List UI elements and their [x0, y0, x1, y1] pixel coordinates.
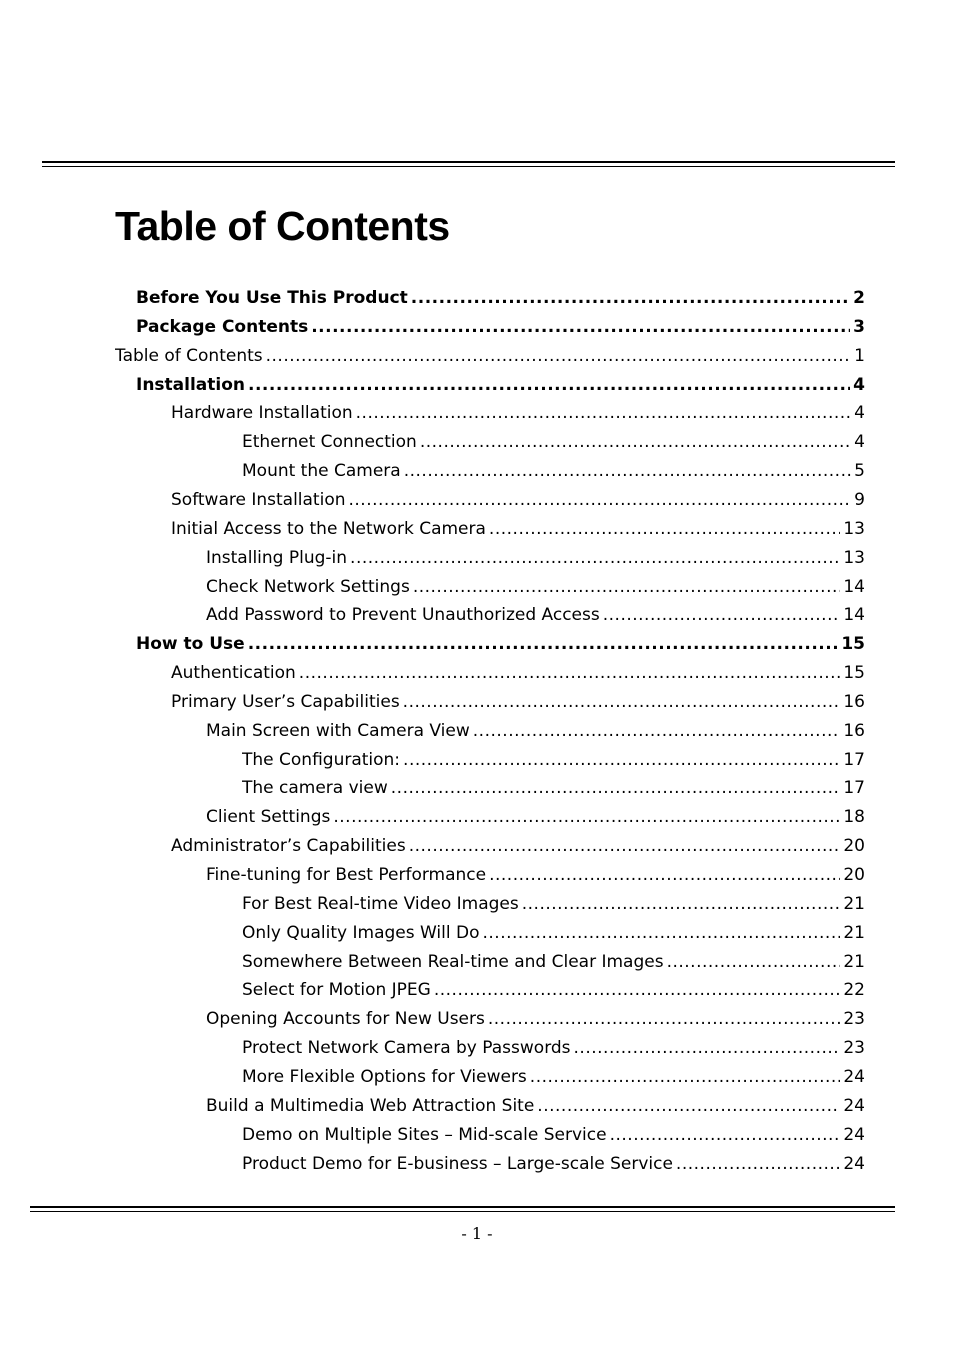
dot-leader — [434, 976, 841, 1005]
toc-entry-label: Hardware Installation — [171, 403, 353, 423]
toc-entry[interactable] — [171, 515, 865, 544]
toc-entry-label: Installation — [136, 375, 246, 395]
toc-entry[interactable] — [242, 976, 865, 1005]
toc-entry[interactable] — [171, 659, 865, 688]
dot-leader — [610, 1121, 841, 1150]
toc-entry[interactable] — [206, 717, 865, 746]
toc-entry-page: 4 — [854, 432, 865, 452]
dot-leader — [391, 774, 841, 803]
toc-entry-page: 5 — [854, 461, 865, 481]
toc-entry-page: 3 — [853, 317, 865, 337]
toc-entry-label: Opening Accounts for New Users — [206, 1009, 485, 1029]
toc-entry[interactable] — [136, 630, 865, 659]
toc-entry[interactable] — [242, 1150, 865, 1179]
dot-leader — [409, 832, 841, 861]
toc-entry[interactable] — [115, 342, 865, 371]
dot-leader — [488, 1005, 840, 1034]
toc-entry-page: 13 — [843, 519, 865, 539]
toc-entry-page: 23 — [843, 1038, 865, 1058]
dot-leader — [350, 544, 840, 573]
toc-entry-label: Product Demo for E-business – Large-scale Service — [242, 1154, 673, 1174]
toc-entry[interactable] — [242, 890, 865, 919]
toc-entry-label: Main Screen with Camera View — [206, 721, 470, 741]
toc-entry-page: 17 — [843, 750, 865, 770]
toc-entry-label: Demo on Multiple Sites – Mid-scale Service — [242, 1125, 607, 1145]
toc-entry-page: 9 — [854, 490, 865, 510]
toc-entry-page: 20 — [843, 836, 865, 856]
page-title: Table of Contents — [115, 203, 450, 249]
toc-entry[interactable] — [206, 544, 865, 573]
toc-entry[interactable] — [242, 948, 865, 977]
toc-entry-page: 22 — [843, 980, 865, 1000]
toc-entry-label: Build a Multimedia Web Attraction Site — [206, 1096, 535, 1116]
toc-entry-label: Before You Use This Product — [136, 288, 408, 308]
toc-entry[interactable] — [206, 803, 865, 832]
dot-leader — [676, 1150, 840, 1179]
toc-entry-page: 1 — [854, 346, 865, 366]
toc-entry-page: 20 — [843, 865, 865, 885]
dot-leader — [574, 1034, 841, 1063]
top-rule — [42, 161, 895, 167]
toc-entry[interactable] — [206, 601, 865, 630]
dot-leader — [522, 890, 841, 919]
toc-entry[interactable] — [242, 1063, 865, 1092]
toc-entry-label: The Configuration: — [242, 750, 401, 770]
toc-entry-page: 4 — [854, 403, 865, 423]
toc-entry-page: 14 — [843, 605, 865, 625]
dot-leader — [530, 1063, 841, 1092]
toc-entry[interactable] — [171, 832, 865, 861]
toc-entry[interactable] — [136, 371, 865, 400]
toc-entry-page: 13 — [843, 548, 865, 568]
toc-entry-page: 21 — [843, 952, 865, 972]
toc-entry[interactable] — [242, 428, 865, 457]
dot-leader — [403, 688, 841, 717]
dot-leader — [266, 342, 852, 371]
toc-entry-page: 24 — [843, 1067, 865, 1087]
dot-leader — [420, 428, 851, 457]
toc-entry-label: Client Settings — [206, 807, 331, 827]
dot-leader — [356, 399, 852, 428]
toc-entry-label: How to Use — [136, 634, 245, 654]
toc-entry-page: 21 — [843, 923, 865, 943]
toc-entry-page: 16 — [843, 692, 865, 712]
toc-entry-page: 15 — [843, 663, 865, 683]
dot-leader — [404, 457, 851, 486]
toc-entry[interactable] — [171, 486, 865, 515]
toc-entry-label: Installing Plug-in — [206, 548, 348, 568]
bottom-rule — [30, 1206, 895, 1212]
toc-entry-label: Protect Network Camera by Passwords — [242, 1038, 571, 1058]
toc-entry-page: 23 — [843, 1009, 865, 1029]
toc-entry[interactable] — [206, 1092, 865, 1121]
toc-entry-page: 2 — [853, 288, 865, 308]
toc-entry-label: Somewhere Between Real-time and Clear Images — [242, 952, 664, 972]
toc-entry-page: 24 — [843, 1154, 865, 1174]
dot-leader — [489, 861, 840, 890]
toc-entry[interactable] — [242, 1121, 865, 1150]
toc-entry-label: Mount the Camera — [242, 461, 401, 481]
toc-entry-label: The camera view — [242, 778, 388, 798]
dot-leader — [489, 515, 840, 544]
toc-entry-page: 17 — [843, 778, 865, 798]
toc-entry[interactable] — [171, 399, 865, 428]
toc-entry-label: Package Contents — [136, 317, 309, 337]
toc-entry-label: Add Password to Prevent Unauthorized Access — [206, 605, 600, 625]
toc-entry[interactable] — [206, 861, 865, 890]
toc-entry[interactable] — [242, 774, 865, 803]
toc-entry[interactable] — [136, 313, 865, 342]
dot-leader — [248, 371, 850, 400]
dot-leader — [483, 919, 841, 948]
toc-entry-page: 16 — [843, 721, 865, 741]
toc-entry-label: Authentication — [171, 663, 296, 683]
dot-leader — [473, 717, 841, 746]
toc-entry-label: Primary User’s Capabilities — [171, 692, 400, 712]
toc-entry[interactable] — [242, 919, 865, 948]
toc-entry-label: Table of Contents — [115, 346, 263, 366]
dot-leader — [333, 803, 840, 832]
dot-leader — [667, 948, 841, 977]
toc-entry[interactable] — [242, 746, 865, 775]
toc-entry[interactable] — [242, 1034, 865, 1063]
dot-leader — [537, 1092, 840, 1121]
toc-entry-page: 4 — [853, 375, 865, 395]
dot-leader — [411, 284, 850, 313]
toc-entry-page: 21 — [843, 894, 865, 914]
toc-entry-page: 15 — [841, 634, 865, 654]
toc-entry[interactable] — [242, 457, 865, 486]
toc-entry-label: For Best Real-time Video Images — [242, 894, 519, 914]
toc-entry[interactable] — [206, 573, 865, 602]
toc-entry-label: Select for Motion JPEG — [242, 980, 431, 1000]
dot-leader — [603, 601, 841, 630]
toc-entry-label: Software Installation — [171, 490, 346, 510]
toc-entry[interactable] — [171, 688, 865, 717]
toc-entry-label: Fine-tuning for Best Performance — [206, 865, 487, 885]
toc-entry-page: 18 — [843, 807, 865, 827]
dot-leader — [311, 313, 850, 342]
toc-entry-page: 24 — [843, 1096, 865, 1116]
dot-leader — [403, 746, 840, 775]
toc-entry-label: Only Quality Images Will Do — [242, 923, 480, 943]
toc-entry-label: Administrator’s Capabilities — [171, 836, 406, 856]
dot-leader — [248, 630, 839, 659]
toc-entry[interactable] — [136, 284, 865, 313]
toc-entry-label: Check Network Settings — [206, 577, 410, 597]
toc-entry-label: More Flexible Options for Viewers — [242, 1067, 527, 1087]
toc-entry-page: 14 — [843, 577, 865, 597]
dot-leader — [299, 659, 841, 688]
toc-entry-label: Initial Access to the Network Camera — [171, 519, 486, 539]
dot-leader — [413, 573, 841, 602]
page-number: - 1 - — [461, 1224, 493, 1243]
toc-entry-page: 24 — [843, 1125, 865, 1145]
toc-entry-label: Ethernet Connection — [242, 432, 417, 452]
toc-entry[interactable] — [206, 1005, 865, 1034]
dot-leader — [349, 486, 852, 515]
